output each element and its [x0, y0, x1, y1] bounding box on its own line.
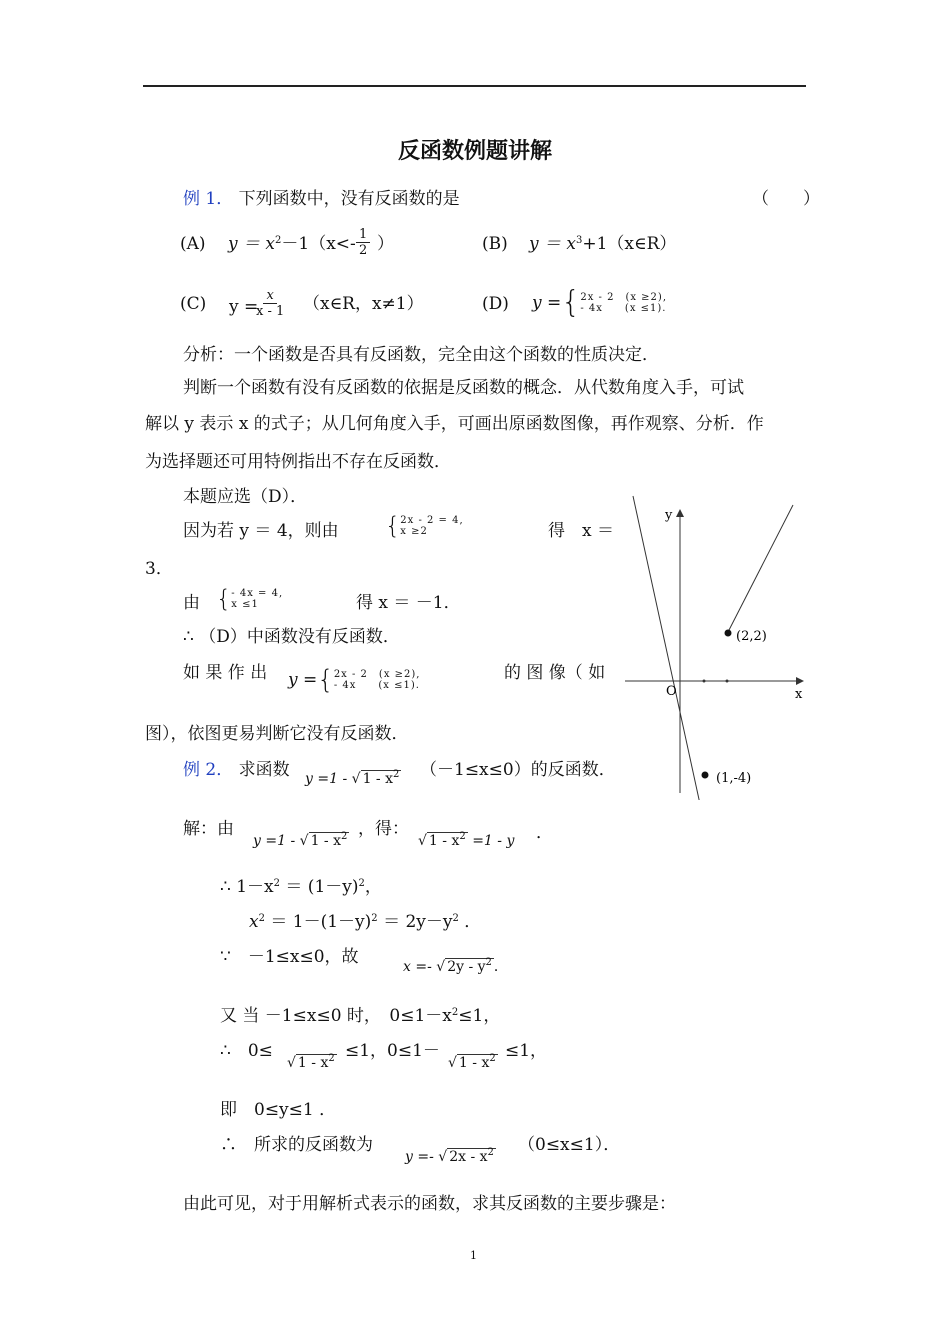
x-tick-2 [726, 680, 729, 683]
point-2-2 [725, 630, 732, 637]
if-piecewise: y = { 2x - 2 (x ≥2), - 4x (x ≤1). [288, 665, 421, 695]
example-2-condition: （－1≤x≤0）的反函数． [420, 760, 616, 780]
solution-func: y =1 - √ $1 - x^2$ [253, 831, 348, 849]
step-5-mid: ≤1，0≤1－ [345, 1041, 440, 1061]
y-axis-label: y [665, 508, 673, 523]
step-7: ∴ 所求的反函数为 [220, 1135, 373, 1155]
x-axis-arrow [796, 677, 804, 685]
option-c-lhs: y = [229, 297, 259, 317]
point-1-neg4-label: (1,-4) [716, 771, 752, 786]
example-1-heading [183, 188, 460, 210]
step-5-rad-1: √ $1 - x^2$ [287, 1053, 335, 1071]
option-a-fraction: $\frac{1}{2}$ [356, 227, 370, 258]
example-1-question: 下列函数中，没有反函数的是 [238, 189, 460, 209]
from-text: 由 [183, 593, 200, 613]
y-axis-arrow [676, 509, 684, 517]
if-drawn-post: 的 图 像（ 如 [504, 663, 606, 683]
because-result-value: 3． [145, 559, 173, 579]
system-1: { 2x - 2 = 4, x ≥2 [385, 512, 464, 540]
because-result: 得 x ＝ [548, 521, 614, 541]
step-2: $x^2 = 1-(1-y)^2 = 2y-y^2$ ． [249, 912, 482, 932]
x-axis-label: x [795, 687, 803, 702]
option-b-expr: $y = x^3+1(x\in R)$ [529, 234, 677, 254]
analysis-line-1: 分析：一个函数是否具有反函数，完全由这个函数的性质决定． [183, 345, 659, 365]
step-6: 即 0≤y≤1 ． [220, 1100, 337, 1120]
therefore-line: ∴ （D）中函数没有反函数． [183, 627, 400, 647]
point-2-2-label: (2,2) [736, 629, 767, 644]
example-2-question: 求函数 [238, 760, 290, 780]
option-c-cond: （x∈R，x≠1） [303, 294, 424, 314]
option-c-fraction: $\frac{x}{x - 1}$ [256, 288, 285, 319]
option-a-close: ） [377, 234, 394, 254]
line-segment-neg4x [633, 496, 705, 800]
step-3: ∵ －1≤x≤0，故 [220, 947, 359, 967]
conclusion: 由此可见，对于用解析式表示的函数，求其反函数的主要步骤是： [183, 1194, 676, 1214]
if-drawn-text: 如 果 作 出 [183, 663, 268, 683]
analysis-line-2: 判断一个函数有没有反函数的依据是反函数的概念．从代数角度入手，可试 [183, 378, 744, 398]
point-1-neg4 [702, 772, 709, 779]
solution-end: ． [536, 823, 553, 843]
step-3-expr: x =- √ $2y - y^2$ ． [403, 957, 508, 975]
if-drawn-end: 图），依图更易判断它没有反函数． [145, 724, 409, 744]
solution-start: 解：由 [183, 819, 234, 839]
header-rule [143, 85, 806, 87]
example-2-label: 例 2． [183, 760, 234, 780]
option-d-piecewise: y = { 2x - 2 (x ≥2), - 4x (x ≤1). [532, 285, 668, 320]
option-a-tag: (A) [180, 234, 206, 254]
solution-rad-eq: √ $1 - x^2 =1 - y$ [418, 831, 515, 849]
solution-mid: ，得： [358, 819, 409, 839]
step-7-cond: （0≤x≤1）． [518, 1135, 621, 1155]
step-4: 又 当 －1≤x≤0 时， $0\le 1-x^2\le 1$， [220, 1006, 501, 1026]
function-graph [620, 495, 820, 800]
system-2: { - 4x = 4, x ≤1 [216, 585, 284, 613]
example-2-heading [183, 759, 290, 781]
from-result: 得 x ＝ －1． [356, 593, 461, 613]
analysis-line-3: 解以 y 表示 x 的式子；从几何角度入手，可画出原函数图像，再作观察、分析．作 [145, 414, 764, 434]
origin-label: O [666, 684, 677, 699]
page-title: 反函数例题讲解 [397, 139, 552, 164]
option-c-tag: (C) [180, 294, 207, 314]
option-b-tag: (B) [482, 234, 508, 254]
step-1: ∴ $1-x^2 = (1-y)^2$， [220, 877, 382, 897]
because-text: 因为若 y ＝ 4，则由 [183, 521, 339, 541]
step-5-end: ≤1， [505, 1041, 548, 1061]
example-1-label: 例 1． [183, 189, 234, 209]
x-tick-1 [703, 680, 706, 683]
step-5-rad-2: √ $1 - x^2$ [448, 1053, 496, 1071]
option-d-tag: (D) [482, 294, 509, 314]
step-5: ∴ 0≤ [220, 1041, 273, 1061]
step-7-expr: y =- √ $2x - x^2$ [405, 1147, 494, 1165]
analysis-line-4: 为选择题还可用特例指出不存在反函数． [145, 452, 451, 472]
line-segment-2x-2 [728, 505, 793, 632]
example-2-function: y =1 - √ $1 - x^2$ [305, 769, 400, 787]
page-number: 1 [470, 1249, 477, 1262]
option-a-expr: $y = x^2-1(x<-$ [228, 234, 356, 254]
answer-blank: （ ） [752, 189, 820, 209]
analysis-choice: 本题应选（D）． [183, 487, 308, 507]
